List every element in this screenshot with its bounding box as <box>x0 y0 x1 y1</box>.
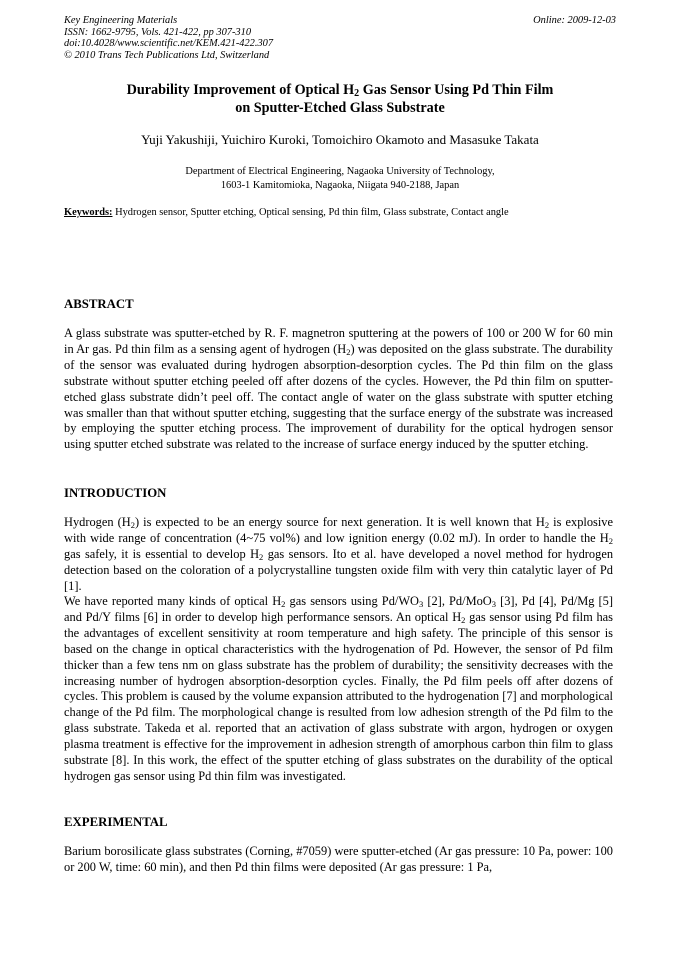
affiliation-line-1: Department of Electrical Engineering, Nagaoka University of Technology, <box>185 166 495 177</box>
keywords-text: Hydrogen sensor, Sputter etching, Optical sensing, Pd thin film, Glass substrate, Contact angle <box>112 207 509 218</box>
subscript: 3 <box>418 599 424 609</box>
title-text: Gas Sensor Using Pd Thin Film <box>359 82 554 98</box>
journal-name: Key Engineering Materials <box>64 15 178 26</box>
title-line-1 <box>64 82 616 100</box>
subscript: 2 <box>461 614 466 625</box>
doi-line: doi:10.4028/www.scientific.net/KEM.421-422.307 <box>64 38 274 49</box>
title-text: Durability Improvement of Optical H <box>126 82 355 98</box>
subscript: 3 <box>491 599 496 609</box>
body-text: gas safely, it is essential to develop H <box>64 546 260 561</box>
subscript: 2 <box>281 599 286 609</box>
body-text: We have reported many kinds of optical H <box>64 594 282 608</box>
subscript: 2 <box>259 551 264 562</box>
introduction-paragraph-1 <box>64 515 613 595</box>
abstract-paragraph <box>64 326 613 453</box>
abstract-heading: ABSTRACT <box>64 297 134 311</box>
abstract-text: A glass substrate was sputter-etched by R. F. magnetron sputtering at the powers of 100 or 200 W for 60 min in Ar gas. Pd thin film as a sensing agent of hydrogen (H <box>64 326 613 356</box>
experimental-paragraph: Barium borosilicate glass substrates (Corning, #7059) were sputter-etched (Ar gas pressure: 10 Pa, power: 100 or 200 W, time: 60 min), and then Pd thin films were deposited (Ar gas pressure: 1 Pa, <box>64 844 613 874</box>
copyright-line: © 2010 Trans Tech Publications Ltd, Switzerland <box>64 49 270 61</box>
subscript: 2 <box>346 346 351 357</box>
online-date: Online: 2009-12-03 <box>533 15 616 26</box>
keywords <box>64 206 638 219</box>
experimental-heading: EXPERIMENTAL <box>64 815 168 829</box>
body-text: gas sensor using Pd film has the advantages of excellent sensitivity at room temperature and high safety. The principle of this sensor is based on the change in optical characteristics with the hydrogenation of Pd. However, the sensor of Pd film thicker than a few tens nm on glass substrate has the problem of durability; the sensitivity decreases with the increasing number of hydrogen absorption-desorption cycles. Finally, the Pd film peels off after dozens of cycles. This problem is caused by the volume expansion attributed to the hydrogenation [7] and morphological change of the Pd film. The morphological change is resulted from low adhesion strength of the Pd film to the glass substrate. Takeda et al. reported that an activation of glass substrate with argon, hydrogen or oxygen plasma treatment is effective for the improvement in adhesion strength of amorphous carbon thin film to glass substrate [8]. In this work, the effect of the sputter etching of glass substrates on the durability of the optical hydrogen gas sensor using Pd thin film was investigated. <box>64 609 613 783</box>
subscript: 2 <box>130 520 135 530</box>
author-list: Yuji Yakushiji, Yuichiro Kuroki, Tomoichiro Okamoto and Masasuke Takata <box>141 132 539 147</box>
body-text: gas sensors using Pd/WO <box>285 594 419 608</box>
paper-title <box>64 82 616 117</box>
journal-info <box>64 15 444 61</box>
body-text: [2], Pd/MoO <box>423 594 492 608</box>
body-text: Hydrogen (H <box>64 515 131 529</box>
body-text: ) is expected to be an energy source for next generation. It is well known that H <box>134 515 545 529</box>
body-text: gas sensors. Ito et al. have developed a novel method for hydrogen detection based on the coloration of a polycrystalline tungsten oxide film with very thin catalytic layer of Pd [1]. <box>64 546 614 593</box>
affiliation <box>64 165 616 192</box>
subscript: 2 <box>608 535 613 546</box>
subscript: 2 <box>544 520 550 530</box>
introduction-paragraph-2 <box>64 594 613 785</box>
abstract-text: ) was deposited on the glass substrate. The durability of the sensor was evaluated during hydrogen absorption-desorption cycles. The Pd thin film on the glass substrate without sputter etching peeled off after dozens of the cycles. However, the Pd thin film on sputter-etched glass substrate didn’t peel off. The contact angle of water on the glass substrate with sputter etching was smaller than that without sputter etching, suggesting that the surface energy of the substrate was increased by employing the sputter etching process. The improvement of durability for the optical hydrogen sensor using sputter etched substrate was related to the increase of surface energy induced by the sputter etching. <box>64 341 613 452</box>
introduction-heading: INTRODUCTION <box>64 486 167 500</box>
title-line-2: on Sputter-Etched Glass Substrate <box>235 99 445 116</box>
issn-line: ISSN: 1662-9795, Vols. 421-422, pp 307-310 <box>64 26 252 38</box>
keywords-label: Keywords: <box>64 207 113 218</box>
title-subscript: 2 <box>354 88 360 99</box>
body-text: [3], Pd [4], Pd/Mg [5] and Pd/Y films [6] in order to develop high performance sensors. An optical H <box>64 594 614 624</box>
body-text: is explosive with wide range of concentration (4~75 vol%) and low ignition energy (0.02 mJ). In order to handle the H <box>64 515 613 545</box>
affiliation-line-2: 1603-1 Kamitomioka, Nagaoka, Niigata 940-2188, Japan <box>220 179 460 191</box>
